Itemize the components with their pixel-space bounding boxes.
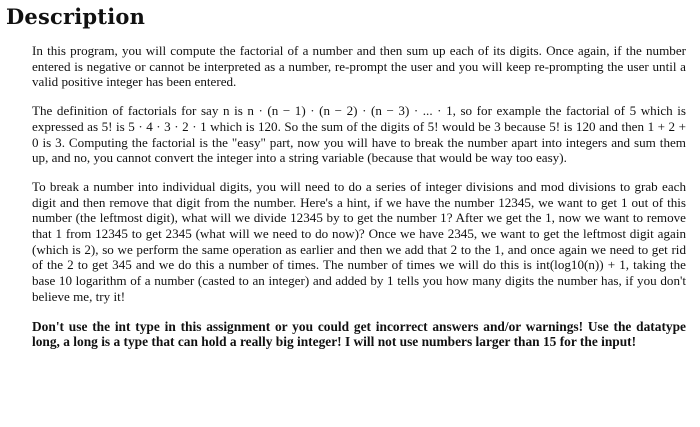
page-title: Description	[6, 4, 146, 29]
paragraph-warning: Don't use the int type in this assignment or you could get incorrect answers and/or warnings! Use the datatype long, a long is a type that can hold a really big integer! I will not use numbers larger than 15 for the input!	[32, 318, 686, 350]
paragraph-intro: In this program, you will compute the factorial of a number and then sum up each of its digits. Once again, if the number entered is negative or cannot be interpreted as a number, re-prompt the user and you will keep re-prompting the user until a valid positive integer has been entered.	[32, 43, 686, 90]
paragraph-digit-hint: To break a number into individual digits, you will need to do a series of integer divisions and mod divisions to grab each digit and then remove that digit from the number. Here's a hint, if we have the number 12345, we want to get 1 out of this number (the leftmost digit), what will we divide 12345 by to get the number 1? After we get the 1, now we want to remove that 1 from 12345 to get 2345 (what will we need to do now)? Once we have 2345, we want to get the leftmost digit again (which is 2), so we perform the same operation as earlier and then we add that 2 to the 1, and once again we need to get rid of the 2 to get 345 and we do this a number of times. The number of times we will do this is int(log10(n)) + 1, taking the base 10 logarithm of a number (casted to an integer) and added by 1 tells you how many digits the number has, if you don't believe me, try it!	[32, 178, 686, 304]
paragraph-factorial-definition: The definition of factorials for say n is n · (n − 1) · (n − 2) · (n − 3) · ... · 1, so for example the factorial of 5 which is expressed as 5! is 5 · 4 · 3 · 2 · 1 which is 120. So the sum of the digits of 5! would be 3 because 5! is 120 and then 1 + 2 + 0 is 3. Computing the factorial is the "easy" part, now you will have to break the number apart into integers and sum them up, and no, you cannot convert the integer into a string variable (because that would be way too easy).	[32, 103, 686, 166]
